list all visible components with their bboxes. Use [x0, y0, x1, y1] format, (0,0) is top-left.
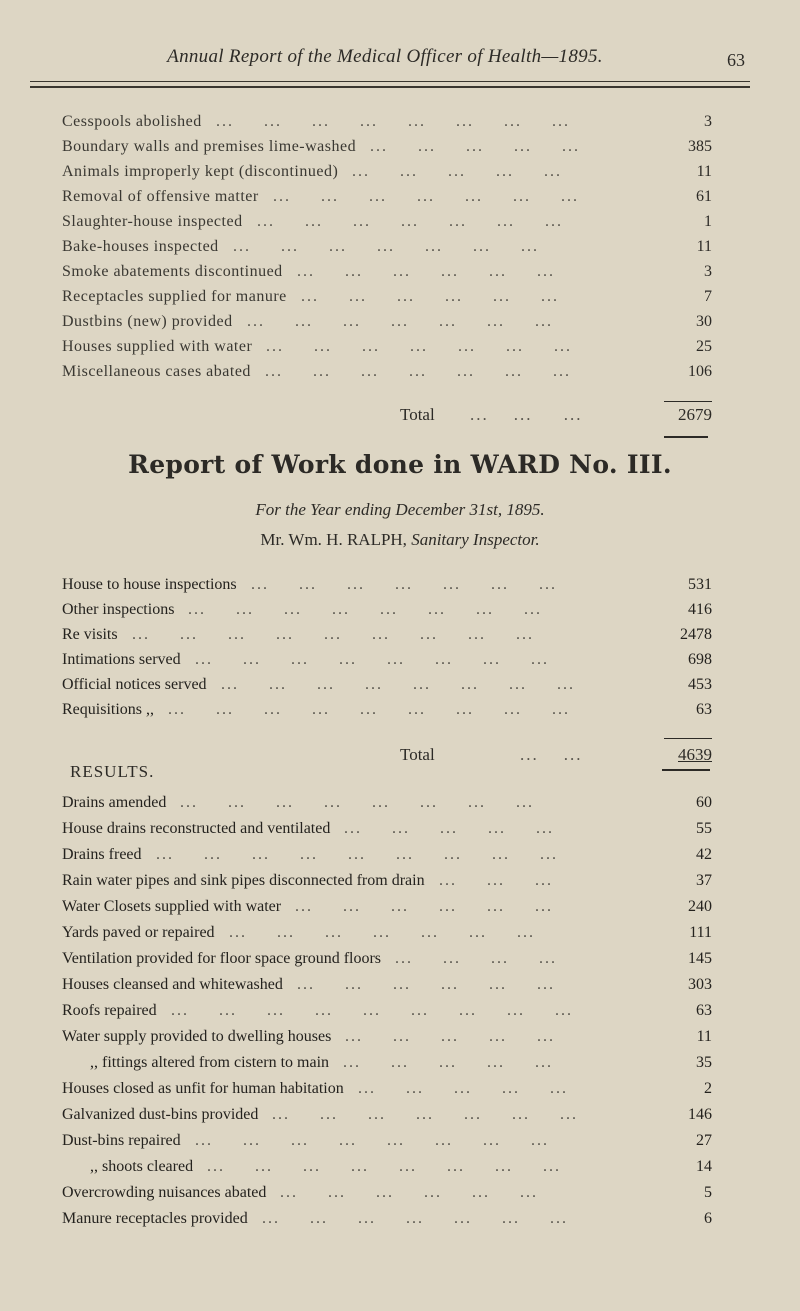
item-value: 35 — [696, 1054, 712, 1071]
leader-dots: ... ... ... ... ... ... ... — [257, 213, 593, 230]
list-item — [62, 1154, 712, 1180]
list-item — [62, 134, 712, 160]
list-item — [62, 972, 712, 998]
header-rule-double — [30, 86, 750, 88]
item-value: 11 — [696, 238, 712, 255]
list-item — [62, 359, 712, 385]
leader-dots: ... ... ... ... ... ... ... — [262, 1210, 598, 1227]
leader-dots: ... ... ... ... ... ... ... ... ... — [156, 846, 588, 863]
item-value: 416 — [688, 601, 712, 618]
list-item — [62, 920, 712, 946]
page-number: 63 — [727, 50, 745, 70]
leader-dots: ... ... ... ... ... ... — [301, 288, 589, 305]
sum-rule — [664, 738, 712, 739]
item-value: 2478 — [680, 626, 712, 643]
item-value: 145 — [688, 950, 712, 967]
list-item — [62, 309, 712, 335]
leader-dots: ... ... ... ... ... ... ... — [229, 924, 565, 941]
item-value: 55 — [696, 820, 712, 837]
list-item — [62, 672, 712, 698]
item-label: Boundary walls and premises lime-washed — [62, 138, 357, 155]
total-double-rule — [662, 769, 710, 771]
item-label: ,, fittings altered from cistern to main — [90, 1054, 330, 1071]
item-label: Yards paved or repaired — [62, 924, 215, 941]
item-value: 25 — [696, 338, 712, 355]
item-value: 63 — [696, 1002, 712, 1019]
leader-dots: ... ... ... ... ... ... — [280, 1184, 568, 1201]
item-value: 111 — [689, 924, 712, 941]
item-value: 240 — [688, 898, 712, 915]
list-item — [62, 1206, 712, 1232]
list-item — [62, 790, 712, 816]
item-label: Cesspools abolished — [62, 113, 202, 130]
leader-dots: ... ... ... ... ... ... ... ... — [195, 1132, 579, 1149]
leader-dots: ... ... ... ... ... ... ... — [273, 188, 609, 205]
list-item — [62, 998, 712, 1024]
item-label: Roofs repaired — [62, 1002, 157, 1019]
item-label: Intimations served — [62, 651, 181, 668]
item-value: 531 — [688, 576, 712, 593]
item-value: 11 — [696, 1028, 712, 1045]
item-value: 30 — [696, 313, 712, 330]
leader-dots: ... ... ... ... ... ... ... — [272, 1106, 608, 1123]
leader-dots: ... ... ... ... ... — [344, 820, 584, 837]
total-double-rule — [664, 436, 708, 438]
item-label: Drains amended — [62, 794, 167, 811]
item-label: Dust-bins repaired — [62, 1132, 181, 1149]
item-value: 60 — [696, 794, 712, 811]
item-label: House drains reconstructed and ventilated — [62, 820, 331, 837]
list-item — [62, 572, 712, 598]
item-value: 6 — [704, 1210, 712, 1227]
item-value: 3 — [704, 263, 712, 280]
item-label: Slaughter-house inspected — [62, 213, 243, 230]
item-label: Manure receptacles provided — [62, 1210, 248, 1227]
item-value: 14 — [696, 1158, 712, 1175]
list-item — [62, 622, 712, 648]
report-subtitle: For the Year ending December 31st, 1895. — [255, 500, 545, 519]
list-item — [62, 842, 712, 868]
item-value: 37 — [696, 872, 712, 889]
leader-dots: ... ... ... ... ... — [343, 1054, 583, 1071]
leader-dots: ... ... ... ... ... ... ... ... ... — [168, 701, 600, 718]
leader-dots: ... ... ... ... ... — [352, 163, 592, 180]
total-value: 4639 — [678, 745, 712, 764]
item-value: 27 — [696, 1132, 712, 1149]
item-value: 303 — [688, 976, 712, 993]
leader-dots: ... ... ... ... ... ... ... — [233, 238, 569, 255]
item-label: Water Closets supplied with water — [62, 898, 282, 915]
list-item — [62, 894, 712, 920]
leader-dots: ... ... ... ... ... ... ... ... ... — [171, 1002, 603, 1019]
leader-dots: ... ... ... ... ... ... ... ... — [216, 113, 600, 130]
item-label: Galvanized dust-bins provided — [62, 1106, 259, 1123]
item-label: Overcrowding nuisances abated — [62, 1184, 267, 1201]
item-label: Ventilation provided for floor space ground floors — [62, 950, 382, 967]
leader-dots: ... ... ... ... ... — [345, 1028, 585, 1045]
list-item — [62, 868, 712, 894]
list-item — [62, 109, 712, 135]
item-value: 146 — [688, 1106, 712, 1123]
item-label: Water supply provided to dwelling houses — [62, 1028, 332, 1045]
item-label: Drains freed — [62, 846, 142, 863]
item-value: 5 — [704, 1184, 712, 1201]
inspector-line — [0, 530, 800, 550]
item-label: House to house inspections — [62, 576, 237, 593]
item-label: Receptacles supplied for manure — [62, 288, 287, 305]
leader-dots: ... ... ... ... ... ... ... ... — [188, 601, 572, 618]
item-value: 42 — [696, 846, 712, 863]
item-label: Houses closed as unfit for human habitation — [62, 1080, 344, 1097]
item-label: Dustbins (new) provided — [62, 313, 233, 330]
item-label: Houses supplied with water — [62, 338, 253, 355]
results-heading: RESULTS. — [70, 762, 155, 781]
item-label: Removal of offensive matter — [62, 188, 259, 205]
list-item — [62, 259, 712, 285]
item-label: Re visits — [62, 626, 118, 643]
total-dots: ... ... ... — [470, 405, 583, 424]
item-value: 61 — [696, 188, 712, 205]
list-item — [62, 334, 712, 360]
leader-dots: ... ... ... — [439, 872, 583, 889]
leader-dots: ... ... ... ... ... ... ... ... — [221, 676, 605, 693]
leader-dots: ... ... ... ... ... ... ... ... — [207, 1158, 591, 1175]
total-dots: ... ... — [520, 745, 583, 764]
leader-dots: ... ... ... ... ... — [358, 1080, 598, 1097]
list-item — [62, 1128, 712, 1154]
leader-dots: ... ... ... ... ... ... ... — [266, 338, 602, 355]
item-label: Animals improperly kept (discontinued) — [62, 163, 339, 180]
total-label: Total — [400, 745, 435, 764]
item-value: 7 — [704, 288, 712, 305]
item-value: 2 — [704, 1080, 712, 1097]
item-label: Other inspections — [62, 601, 175, 618]
list-item — [62, 234, 712, 260]
item-label: Smoke abatements discontinued — [62, 263, 283, 280]
item-label: Rain water pipes and sink pipes disconnected from drain — [62, 872, 425, 889]
header-rule — [30, 81, 750, 82]
list-item — [62, 159, 712, 185]
list-item — [62, 1102, 712, 1128]
leader-dots: ... ... ... ... ... ... ... — [251, 576, 587, 593]
leader-dots: ... ... ... ... — [395, 950, 587, 967]
list-item — [62, 1050, 712, 1076]
item-label: ,, shoots cleared — [90, 1158, 194, 1175]
item-label: Requisitions ,, — [62, 701, 155, 718]
inspector-name: Mr. Wm. H. RALPH, — [260, 530, 407, 549]
item-value: 1 — [704, 213, 712, 230]
leader-dots: ... ... ... ... ... — [370, 138, 610, 155]
leader-dots: ... ... ... ... ... ... — [297, 263, 585, 280]
list-item — [62, 1024, 712, 1050]
leader-dots: ... ... ... ... ... ... — [297, 976, 585, 993]
item-value: 3 — [704, 113, 712, 130]
item-value: 106 — [688, 363, 712, 380]
total-label: Total — [400, 405, 435, 424]
item-value: 698 — [688, 651, 712, 668]
leader-dots: ... ... ... ... ... ... — [295, 898, 583, 915]
item-value: 453 — [688, 676, 712, 693]
leader-dots: ... ... ... ... ... ... ... — [247, 313, 583, 330]
leader-dots: ... ... ... ... ... ... ... ... — [180, 794, 564, 811]
list-item — [62, 816, 712, 842]
leader-dots: ... ... ... ... ... ... ... ... — [195, 651, 579, 668]
item-value: 385 — [688, 138, 712, 155]
section1-total — [0, 402, 800, 428]
list-item — [62, 597, 712, 623]
list-item — [62, 209, 712, 235]
list-item — [62, 946, 712, 972]
item-label: Bake-houses inspected — [62, 238, 219, 255]
list-item — [62, 647, 712, 673]
list-item — [62, 1076, 712, 1102]
leader-dots: ... ... ... ... ... ... ... ... ... — [132, 626, 564, 643]
list-item — [62, 697, 712, 723]
item-label: Official notices served — [62, 676, 207, 693]
list-item — [62, 184, 712, 210]
page-header — [0, 42, 800, 82]
inspector-role: Sanitary Inspector. — [411, 530, 540, 549]
report-title: Report of Work done in WARD No. III. — [128, 450, 672, 479]
item-value: 63 — [696, 701, 712, 718]
leader-dots: ... ... ... ... ... ... ... — [265, 363, 601, 380]
item-label: Miscellaneous cases abated — [62, 363, 251, 380]
item-label: Houses cleansed and whitewashed — [62, 976, 283, 993]
list-item — [62, 1180, 712, 1206]
total-value: 2679 — [678, 405, 712, 424]
list-item — [62, 284, 712, 310]
item-value: 11 — [696, 163, 712, 180]
running-title: Annual Report of the Medical Officer of Health—1895. — [167, 46, 603, 67]
